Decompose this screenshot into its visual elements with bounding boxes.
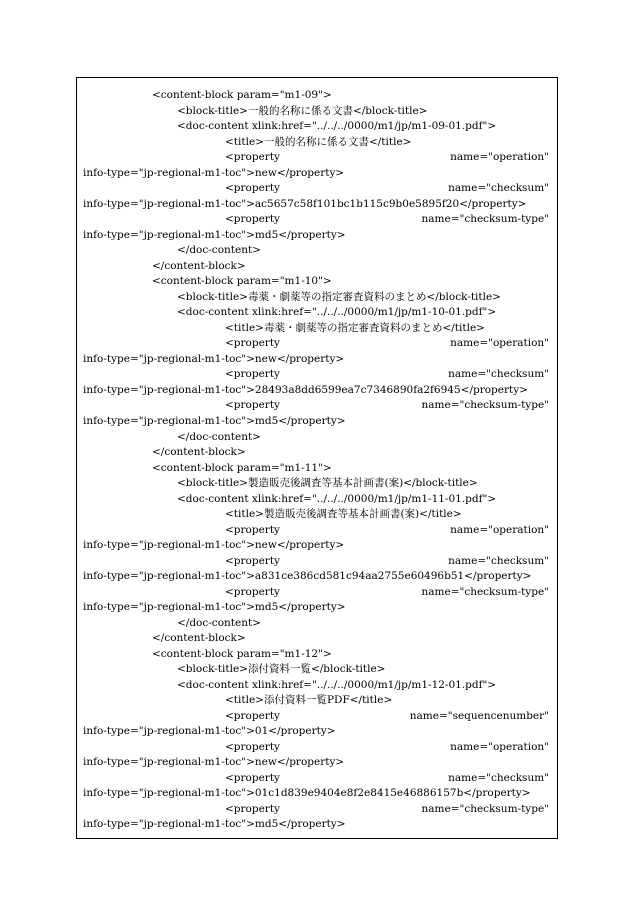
code-line: name="sequencenumber" <box>409 710 549 722</box>
code-line: <property <box>225 710 280 722</box>
code-line: <doc-content xlink:href="../../../0000/m1/jp/m1-09-01.pdf"> <box>177 120 497 132</box>
code-line: name="operation" <box>450 741 549 753</box>
code-line: name="operation" <box>450 151 549 163</box>
code-line: <doc-content xlink:href="../../../0000/m1/jp/m1-11-01.pdf"> <box>177 493 497 505</box>
document-frame <box>76 77 558 839</box>
code-line: <block-title>製造販売後調査等基本計画書(案)</block-title> <box>177 477 478 489</box>
code-line: info-type="jp-regional-m1-toc">md5</property> <box>83 229 346 241</box>
code-line: info-type="jp-regional-m1-toc">01c1d839e9404e8f2e8415e46886157b</property> <box>83 787 531 799</box>
code-line: </doc-content> <box>177 617 261 629</box>
code-line: </content-block> <box>152 632 246 644</box>
code-line: name="checksum-type" <box>421 213 549 225</box>
code-line: <block-title>添付資料一覧</block-title> <box>177 663 386 675</box>
code-line: info-type="jp-regional-m1-toc">new</property> <box>83 167 345 179</box>
code-line: </content-block> <box>152 260 246 272</box>
code-line: info-type="jp-regional-m1-toc">a831ce386cd581c94aa2755e60496b51</property> <box>83 570 532 582</box>
code-line: info-type="jp-regional-m1-toc">new</property> <box>83 756 345 768</box>
code-line: <property <box>225 524 280 536</box>
code-line: info-type="jp-regional-m1-toc">new</property> <box>83 539 345 551</box>
code-line: <content-block param="m1-09"> <box>152 89 332 101</box>
code-line: <property <box>225 586 280 598</box>
code-line: <title>製造販売後調査等基本計画書(案)</title> <box>225 508 462 520</box>
code-line: name="checksum" <box>448 555 549 567</box>
code-line: <content-block param="m1-10"> <box>152 275 332 287</box>
code-line: name="operation" <box>450 524 549 536</box>
code-line: <title>毒薬・劇薬等の指定審査資料のまとめ</title> <box>225 322 485 334</box>
code-line: <property <box>225 182 280 194</box>
code-line: <property <box>225 399 280 411</box>
code-line: <property <box>225 213 280 225</box>
code-line: <title>一般的名称に係る文書</title> <box>225 136 412 148</box>
code-line: name="operation" <box>450 337 549 349</box>
code-line: </content-block> <box>152 446 246 458</box>
code-line: name="checksum-type" <box>421 803 549 815</box>
code-line: <property <box>225 803 280 815</box>
code-line: <property <box>225 741 280 753</box>
code-line: <block-title>毒薬・劇薬等の指定審査資料のまとめ</block-title> <box>177 291 501 303</box>
code-line: <content-block param="m1-12"> <box>152 648 332 660</box>
code-line: <property <box>225 772 280 784</box>
code-line: <property <box>225 368 280 380</box>
code-line: <title>添付資料一覧PDF</title> <box>225 694 393 706</box>
code-line: <property <box>225 151 280 163</box>
code-line: <property <box>225 555 280 567</box>
code-line: <doc-content xlink:href="../../../0000/m1/jp/m1-12-01.pdf"> <box>177 679 497 691</box>
code-line: name="checksum" <box>448 772 549 784</box>
code-line: name="checksum" <box>448 182 549 194</box>
code-line: info-type="jp-regional-m1-toc">md5</property> <box>83 601 346 613</box>
code-line: </doc-content> <box>177 431 261 443</box>
code-line: name="checksum-type" <box>421 399 549 411</box>
code-line: name="checksum-type" <box>421 586 549 598</box>
code-line: name="checksum" <box>448 368 549 380</box>
code-line: </doc-content> <box>177 244 261 256</box>
code-line: <doc-content xlink:href="../../../0000/m1/jp/m1-10-01.pdf"> <box>177 306 497 318</box>
code-line: info-type="jp-regional-m1-toc">new</property> <box>83 353 345 365</box>
code-line: info-type="jp-regional-m1-toc">01</property> <box>83 725 336 737</box>
code-line: info-type="jp-regional-m1-toc">28493a8dd6599ea7c7346890fa2f6945</property> <box>83 384 528 396</box>
code-line: info-type="jp-regional-m1-toc">md5</property> <box>83 818 346 830</box>
code-line: <block-title>一般的名称に係る文書</block-title> <box>177 105 428 117</box>
code-line: info-type="jp-regional-m1-toc">ac5657c58f101bc1b115c9b0e5895f20</property> <box>83 198 527 210</box>
code-line: <content-block param="m1-11"> <box>152 462 332 474</box>
code-line: <property <box>225 337 280 349</box>
code-line: info-type="jp-regional-m1-toc">md5</property> <box>83 415 346 427</box>
